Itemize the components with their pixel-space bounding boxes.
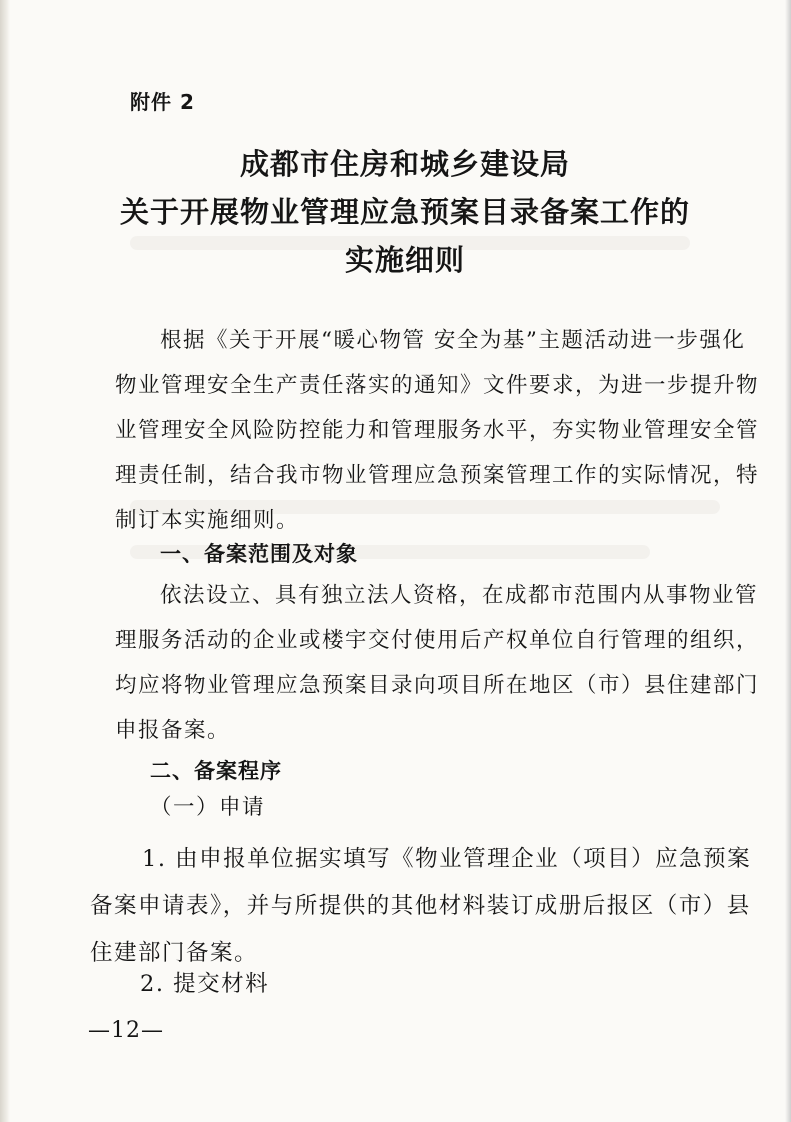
paragraph-line: 理责任制，结合我市物业管理应急预案管理工作的实际情况，特	[115, 463, 760, 488]
section1-paragraph	[115, 573, 765, 753]
paragraph-line: 根据《关于开展“暖心物管 安全为基”主题活动进一步强化	[160, 328, 746, 353]
page-number: —12—	[88, 1018, 164, 1043]
page-edge-shadow	[785, 0, 791, 1122]
paragraph-line: 制订本实施细则。	[115, 508, 300, 533]
item2-line	[140, 962, 540, 1007]
section-heading: 一、备案范围及对象	[160, 542, 358, 566]
subsection-heading	[150, 785, 650, 830]
paragraph-line: 申报备案。	[115, 718, 231, 743]
paragraph-line: 住建部门备案。	[90, 940, 259, 966]
paragraph-line: 物业管理安全生产责任落实的通知》文件要求，为进一步提升物	[115, 373, 760, 398]
paragraph-line: 依法设立、具有独立法人资格，在成都市范围内从事物业管	[160, 583, 759, 608]
paragraph-line: 业管理安全风险防控能力和管理服务水平，夯实物业管理安全管	[115, 418, 760, 443]
page-binding-shadow	[0, 0, 10, 1122]
section-heading: 二、备案程序	[150, 759, 282, 783]
title-line: 成都市住房和城乡建设局	[239, 147, 570, 181]
title-line: 实施细则	[344, 243, 465, 277]
item1-paragraph	[90, 836, 770, 977]
paragraph-line: 备案申请表》，并与所提供的其他材料装订成册后报区（市）县	[90, 893, 751, 919]
intro-paragraph	[115, 318, 765, 543]
document-title	[80, 140, 730, 284]
paragraph-line: 2. 提交材料	[140, 971, 270, 997]
title-line: 关于开展物业管理应急预案目录备案工作的	[119, 195, 690, 229]
paragraph-line: 1. 由申报单位据实填写《物业管理企业（项目）应急预案	[142, 846, 752, 872]
subheading-line: （一）申请	[150, 795, 266, 820]
attachment-label: 附件 2	[130, 90, 195, 114]
paragraph-line: 理服务活动的企业或楼宇交付使用后产权单位自行管理的组织，	[115, 628, 760, 653]
paragraph-line: 均应将物业管理应急预案目录向项目所在地区（市）县住建部门	[115, 673, 760, 698]
